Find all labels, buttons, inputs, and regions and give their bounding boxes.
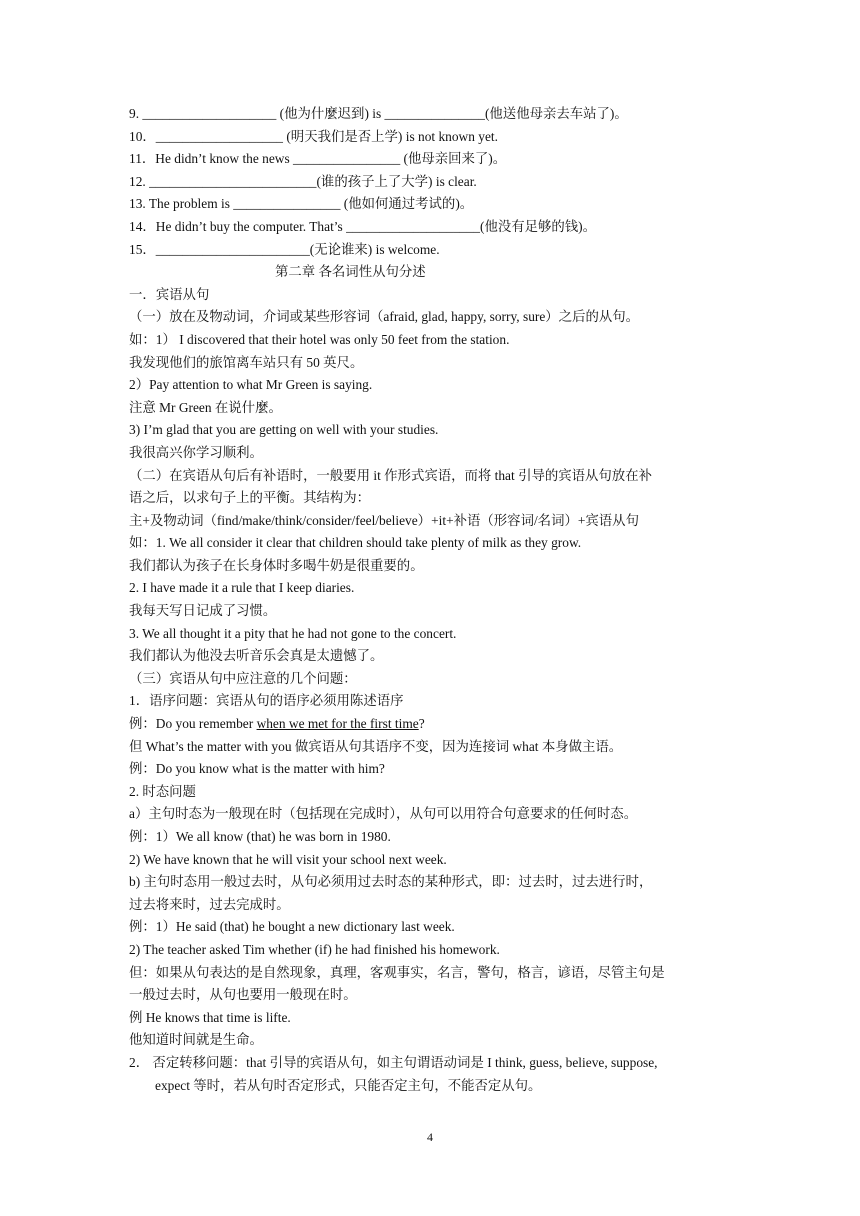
text-line: 过去将来时，过去完成时。 [129, 896, 290, 912]
exercise-13: 13. The problem is ________________ (他如何通过考试的)。 [129, 196, 474, 212]
text-line: 我们都认为他没去听音乐会真是太遗憾了。 [129, 648, 384, 664]
exercise-10: 10．___________________ (明天我们是否上学) is not known yet. [129, 128, 498, 144]
text-line: 2． 否定转移问题：that 引导的宾语从句，如主句谓语动词是 I think, guess, believe, suppose, [129, 1054, 658, 1070]
text-line: （一）放在及物动词，介词或某些形容词（afraid, glad, happy, sorry, sure）之后的从句。 [129, 309, 640, 325]
text-line: 我很高兴你学习顺利。 [129, 444, 263, 460]
text-line: 但 What’s the matter with you 做宾语从句其语序不变，因为连接词 what 本身做主语。 [129, 738, 623, 754]
text-line: 1．语序问题：宾语从句的语序必须用陈述语序 [129, 693, 404, 709]
text-line: 但：如果从句表达的是自然现象，真理，客观事实，名言，警句，格言，谚语，尽管主句是 [129, 964, 665, 980]
text-line: 3. We all thought it a pity that he had not gone to the concert. [129, 625, 457, 641]
exercise-11: 11．He didn’t know the news ________________ (他母亲回来了)。 [129, 151, 507, 167]
exercise-9: 9. ____________________ (他为什麼迟到) is _______________(他送他母亲去车站了)。 [129, 106, 628, 121]
text-line: 一般过去时，从句也要用一般现在时。 [129, 987, 357, 1003]
text-line: （三）宾语从句中应注意的几个问题： [129, 670, 357, 686]
text-line: 例：1）He said (that) he bought a new dictionary last week. [129, 919, 455, 935]
page-content [129, 103, 739, 1097]
text-line: 我发现他们的旅馆离车站只有 50 英尺。 [129, 354, 364, 370]
text-line: 3) I’m glad that you are getting on well with your studies. [129, 422, 439, 438]
text-line: 他知道时间就是生命。 [129, 1032, 263, 1048]
text-line: b) 主句时态用一般过去时，从句必须用过去时态的某种形式，即：过去时，过去进行时， [129, 874, 653, 890]
text-line: 例 He knows that time is lifte. [129, 1009, 291, 1025]
chapter-title: 第二章 各名词性从句分述 [275, 264, 426, 280]
section-heading: 一．宾语从句 [129, 286, 210, 302]
page-number: 4 [427, 1130, 433, 1144]
text-line: 我们都认为孩子在长身体时多喝牛奶是很重要的。 [129, 557, 424, 573]
text-line: 2) The teacher asked Tim whether (if) he had finished his homework. [129, 941, 500, 957]
text-line: 主+及物动词（find/make/think/consider/feel/believe）+it+补语（形容词/名词）+宾语从句 [129, 512, 639, 528]
text-line: 2. 时态问题 [129, 783, 196, 799]
text-line: expect 等时，若从句时否定形式，只能否定主句，不能否定从句。 [155, 1077, 542, 1093]
text-line: （二）在宾语从句后有补语时，一般要用 it 作形式宾语，而将 that 引导的宾语从句放在补 [129, 467, 652, 483]
example-prefix: 例：Do you remember [129, 716, 257, 732]
text-line: 2) We have known that he will visit your school next week. [129, 851, 447, 867]
exercise-14: 14．He didn’t buy the computer. That’s ____________________(他没有足够的钱)。 [129, 218, 597, 234]
exercise-15: 15．_______________________(无论谁来) is welcome. [129, 241, 440, 257]
example-suffix: ? [418, 716, 425, 732]
text-line: 语之后，以求句子上的平衡。其结构为： [129, 490, 371, 506]
example-underlined-clause: when we met for the first time [256, 716, 419, 732]
text-line: 例：Do you know what is the matter with him? [129, 761, 385, 777]
text-line: 2. I have made it a rule that I keep diaries. [129, 580, 355, 596]
text-line: 2）Pay attention to what Mr Green is saying. [129, 377, 373, 393]
text-line: 如：1） I discovered that their hotel was only 50 feet from the station. [129, 331, 510, 347]
text-line: 我每天写日记成了习惯。 [129, 603, 277, 619]
exercise-12: 12. _________________________(谁的孩子上了大学) is clear. [129, 173, 477, 189]
text-line: 如：1. We all consider it clear that children should take plenty of milk as they grow. [129, 535, 582, 551]
text-line: 注意 Mr Green 在说什麼。 [129, 399, 282, 415]
text-line: a）主句时态为一般现在时（包括现在完成时），从句可以用符合句意要求的任何时态。 [129, 806, 638, 822]
text-line: 例：1）We all know (that) he was born in 1980. [129, 829, 391, 844]
example-line [129, 713, 739, 736]
